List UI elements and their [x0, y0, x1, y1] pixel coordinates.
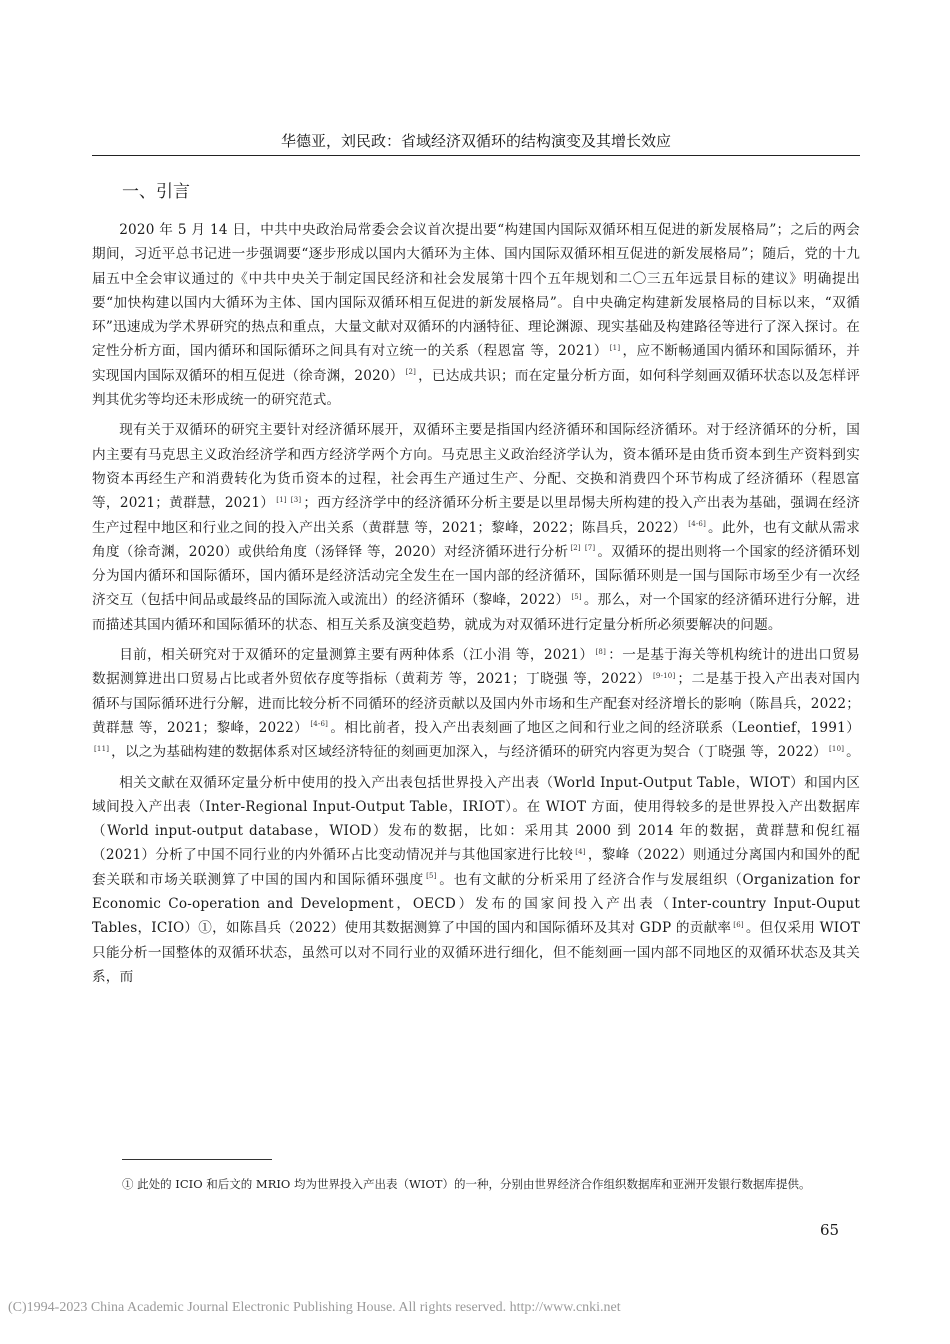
paragraph-text: 相关文献在双循环定量分析中使用的投入产出表包括世界投入产出表（World Input-Output Table，WIOT）和国内区域间投入产出表（Inter-Regional Input-Output Table，IRIOT）。在 WIOT 方面，使用得较多的是世界投入产出数据库（World input-output database，WIOD）发布的数据，比如：采用其 2000 到 2014 年的数据，黄群慧和倪红福（2021）分析了中国不同行业的内外循环占比变动情况并与其他国家进行比较: [92, 774, 860, 864]
paragraph-text: ，以之为基础构建的数据体系对区域经济特征的刻画更加深入，与经济循环的研究内容更为契合（丁晓强 等，2022）: [111, 744, 827, 761]
paragraph-text: ，应不断畅通国内循环和国际循环，并实现国内国际双循环的相互促进（徐奇渊，2020）: [92, 343, 860, 384]
article-body: [92, 218, 860, 995]
citation-ref: [4-6]: [688, 520, 707, 529]
footnote-rule: [122, 1159, 272, 1160]
citation-ref: [8]: [595, 647, 606, 656]
paragraph-text: 。此外，也有文献从需求角度（徐奇渊，2020）或供给角度（汤铎铎 等，2020）对经济循环进行分析: [92, 519, 860, 560]
paragraph-text: ；西方经济学中的经济循环分析主要是以里昂惕夫所构建的投入产出表为基础，强调在经济生产过程中地区和行业之间的投入产出关系（黄群慧 等，2021；黎峰，2022；陈昌兵，2022）: [92, 495, 860, 536]
citation-ref: [5]: [571, 592, 582, 601]
paragraph-text: 。也有文献的分析采用了经济合作与发展组织（Organization for Economic Co-operation and Development，OECD）发布的国家间投入产出表（Inter-country Input-Ouput Tables，ICIO）①，如陈昌兵（2022）使用其数据测算了中国的国内和国际循环及其对 GDP 的贡献率: [92, 871, 860, 937]
header-rule: [92, 155, 860, 156]
paragraph-text: 。相比前者，投入产出表刻画了地区之间和行业之间的经济联系（Leontief，1991）: [330, 719, 861, 736]
paragraph-text: ：一是基于海关等机构统计的进出口贸易数据测算进出口贸易占比或者外贸依存度等指标（黄莉芳 等，2021；丁晓强 等，2022）: [92, 647, 860, 688]
citation-ref: [2]: [570, 544, 581, 553]
citation-ref: [6]: [733, 920, 744, 929]
citation-ref: [11]: [94, 744, 110, 753]
citation-ref: [3]: [290, 495, 302, 504]
footnote: ① 此处的 ICIO 和后文的 MRIO 均为世界投入产出表（WIOT）的一种，分别由世界经济合作组织数据库和亚洲开发银行数据库提供。: [122, 1177, 811, 1191]
citation-ref: [2]: [405, 368, 417, 377]
citation-ref: [1]: [609, 343, 621, 352]
citation-ref: [9-10]: [652, 671, 676, 680]
paragraph-text: ，已达成共识；而在定量分析方面，如何科学刻画双循环状态以及怎样评判其优劣等均还未形成统一的研究范式。: [92, 367, 860, 409]
body-paragraph: [92, 418, 860, 637]
section-title: 一、引言: [122, 182, 190, 202]
paragraph-text: 。那么，对一个国家的经济循环进行分解，进而描述其国内循环和国际循环的状态、相互关系及演变趋势，就成为对双循环进行定量分析所必须要解决的问题。: [92, 592, 861, 633]
citation-ref: [4]: [575, 847, 586, 856]
paragraph-text: ，黎峰（2022）则通过分离国内和国外的配套关联和市场关联测算了中国的国内和国际循环强度: [92, 847, 861, 888]
running-header: 华德亚，刘民政：省域经济双循环的结构演变及其增长效应: [280, 132, 671, 150]
paragraph-text: 现有关于双循环的研究主要针对经济循环展开，双循环主要是指国内经济循环和国际经济循环。对于经济循环的分析，国内主要有马克思主义政治经济学和西方经济学两个方向。马克思主义政治经济学认为，资本循环是由货币资本到生产资料到实物资本再经生产和消费转化为货币资本的过程，社会再生产通过生产、分配、交换和消费四个环节构成了经济循环（程恩富 等，2021；黄群慧，2021）: [92, 422, 860, 512]
citation-ref: [5]: [426, 872, 437, 881]
page-number: 65: [820, 1221, 840, 1239]
copyright-watermark: (C)1994-2023 China Academic Journal Electronic Publishing House. All rights reserved. http://www.cnki.net: [8, 1300, 621, 1315]
citation-ref: [4-6]: [310, 720, 329, 729]
body-paragraph: [92, 218, 860, 412]
body-paragraph: [92, 643, 860, 764]
paragraph-text: 。但仅采用 WIOT 只能分析一国整体的双循环状态，虽然可以对不同行业的双循环进行细化，但不能刻画一国内部不同地区的双循环状态及其关系，而: [92, 920, 860, 985]
body-paragraph: [92, 771, 860, 990]
paragraph-text: ；二是基于投入产出表对国内循环与国际循环进行分解，进而比较分析不同循环的经济贡献以及国内外市场和生产配套对经济增长的影响（陈昌兵，2022；黄群慧 等，2021；黎峰，2022）: [92, 671, 860, 736]
paragraph-text: 2020 年 5 月 14 日，中共中央政治局常委会会议首次提出要“构建国内国际双循环相互促进的新发展格局”；之后的两会期间，习近平总书记进一步强调要“逐步形成以国内大循环为主体、国内国际双循环相互促进的新发展格局”；随后，党的十九届五中全会审议通过的《中共中央关于制定国民经济和社会发展第十四个五年规划和二〇三五年远景目标的建议》明确提出要“加快构建以国内大循环为主体、国内国际双循环相互促进的新发展格局”。自中央确定构建新发展格局的目标以来，“双循环”迅速成为学术界研究的热点和重点，大量文献对双循环的内涵特征、理论渊源、现实基础及构建路径等进行了深入探讨。在定性分析方面，国内循环和国际循环之间具有对立统一的关系（程恩富 等，2021）: [92, 222, 860, 360]
paragraph-text: 目前，相关研究对于双循环的定量测算主要有两种体系（江小涓 等，2021）: [119, 647, 594, 664]
citation-ref: [7]: [584, 544, 596, 553]
paragraph-text: 。: [846, 744, 860, 761]
citation-ref: [1]: [276, 495, 287, 504]
citation-ref: [10]: [828, 744, 845, 753]
paragraph-text: 。双循环的提出则将一个国家的经济循环划分为国内循环和国际循环，国内循环是经济活动完全发生在一国内部的经济循环，国际循环则是一国与国际市场至少有一次经济交互（包括中间品或最终品的国际流入或流出）的经济循环（黎峰，2022）: [92, 543, 861, 609]
